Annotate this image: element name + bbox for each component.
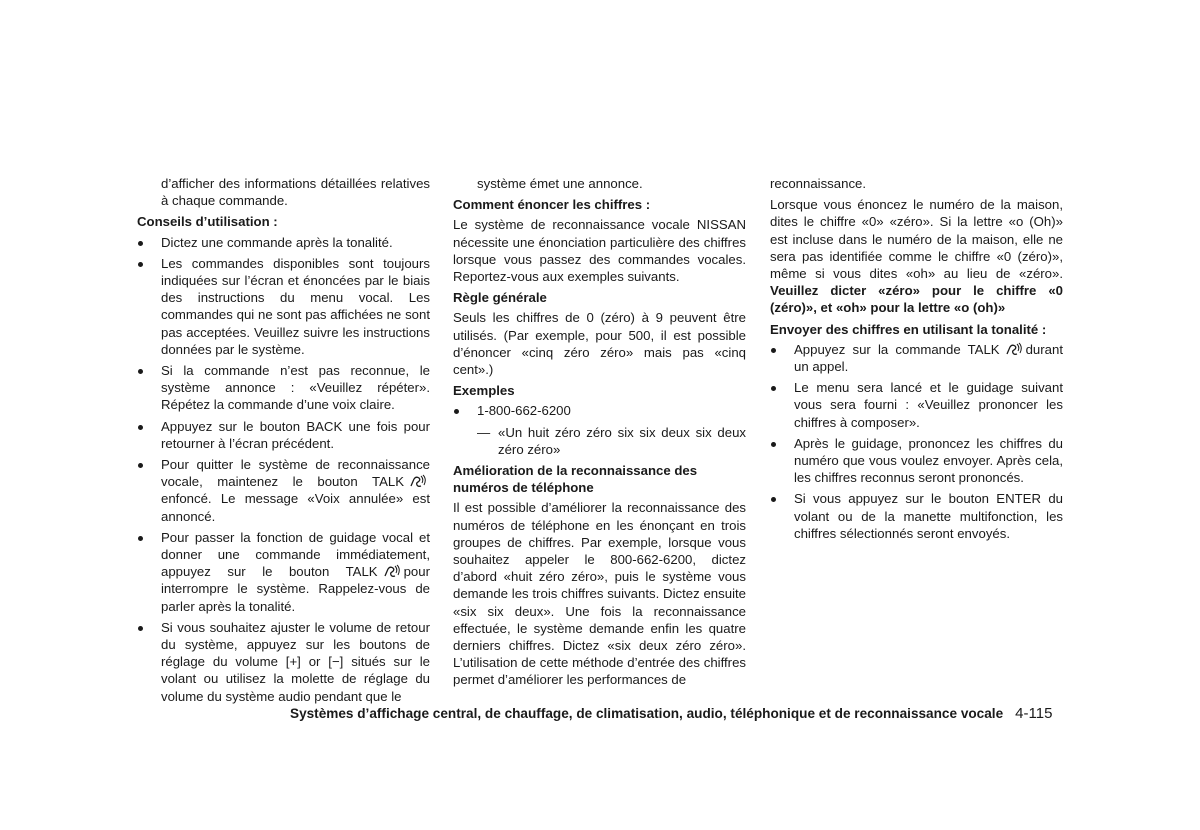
exemples-list bbox=[453, 402, 746, 419]
column-left bbox=[137, 175, 430, 709]
bullet-icon bbox=[138, 241, 143, 246]
list-item: 1-800-662-6200 bbox=[453, 402, 746, 419]
list-item: Pour quitter le système de reconnaissance vocale, maintenez le bouton TALKenfoncé. Le message «Voix annulée» est annoncé. bbox=[137, 456, 430, 525]
column-right bbox=[770, 175, 1063, 546]
exemples-heading: Exemples bbox=[453, 383, 515, 399]
list-item: Si la commande n’est pas reconnue, le système annonce : «Veuillez répéter». Répétez la commande d’une voix claire. bbox=[137, 362, 430, 414]
regle-paragraph: Seuls les chiffres de 0 (zéro) à 9 peuvent être utilisés. (Par exemple, pour 500, il est possible d’énoncer «cinq zéro zéro» mais pas «cinq cent».) bbox=[453, 310, 746, 378]
bullet-icon bbox=[138, 536, 143, 541]
envoyer-heading: Envoyer des chiffres en utilisant la tonalité : bbox=[770, 321, 1047, 337]
example-spoken: — «Un huit zéro zéro six six deux six deux zéro zéro» bbox=[477, 424, 746, 457]
bullet-icon bbox=[771, 497, 776, 502]
bullet-icon bbox=[138, 369, 143, 374]
talk-voice-icon bbox=[408, 474, 426, 488]
bullet-icon bbox=[454, 409, 459, 414]
talk-voice-icon bbox=[1004, 342, 1022, 356]
amelioration-heading: Amélioration de la reconnaissance des numéros de téléphone bbox=[453, 463, 698, 496]
maison-paragraph: Lorsque vous énoncez le numéro de la maison, dites le chiffre «0» «zéro». Si la lettre «o (Oh)» est incluse dans le numéro de la maison, elle ne sera pas identifiée comme le chiffre «0 (zéro)», même si vous dites «oh» au lieu de «zéro». Veuillez dicter «zéro» pour le chiffre «0 (zéro)», et «oh» pour la lettre «o (oh)» bbox=[770, 197, 1063, 316]
bullet-icon bbox=[138, 626, 143, 631]
regle-heading: Règle générale bbox=[453, 290, 547, 306]
page-number: 4-115 bbox=[1015, 705, 1053, 722]
bullet-icon bbox=[138, 463, 143, 468]
dash-marker: — bbox=[477, 424, 491, 440]
enoncer-heading: Comment énoncer les chiffres : bbox=[453, 197, 651, 213]
envoyer-list bbox=[770, 341, 1063, 542]
intro-continuation: d’afficher des informations détaillées relatives à chaque commande. bbox=[161, 176, 430, 209]
bullet-icon bbox=[771, 348, 776, 353]
list-item: Appuyez sur le bouton BACK une fois pour retourner à l’écran précédent. bbox=[137, 418, 430, 452]
talk-voice-icon bbox=[382, 564, 400, 578]
bullet-icon bbox=[138, 262, 143, 267]
enoncer-paragraph: Le système de reconnaissance vocale NISSAN nécessite une énonciation particulière des chiffres lorsque vous passez des commandes vocales. Reportez-vous aux exemples suivants. bbox=[453, 217, 746, 285]
bullet-icon bbox=[138, 425, 143, 430]
list-item: Appuyez sur la commande TALK durant un appel. bbox=[770, 341, 1063, 375]
bullet-icon bbox=[771, 386, 776, 391]
list-item: Si vous souhaitez ajuster le volume de retour du système, appuyez sur les boutons de réglage du volume [+] or [−] situés sur le volant ou utilisez la molette de réglage du volume du système audio pendant que le bbox=[137, 619, 430, 705]
list-item: Dictez une commande après la tonalité. bbox=[137, 234, 430, 251]
list-item: Si vous appuyez sur le bouton ENTER du volant ou de la manette multifonction, les chiffres sélectionnés seront envoyés. bbox=[770, 490, 1063, 542]
list-item: Pour passer la fonction de guidage vocal et donner une commande immédiatement, appuyez sur le bouton TALK pour interrompre le système. Rappelez-vous de parler après la tonalité. bbox=[137, 529, 430, 615]
list-item: Les commandes disponibles sont toujours indiquées sur l’écran et énoncées par le biais des instructions du menu vocal. Les commandes qui ne sont pas affichées ne sont pas acceptées. Veuillez suivre les instructions données par le système. bbox=[137, 255, 430, 358]
column-middle bbox=[453, 175, 746, 693]
amelioration-paragraph: Il est possible d’améliorer la reconnaissance des numéros de téléphone en les énonçant en trois groupes de chiffres. Par exemple, lorsque vous souhaitez appeler le 800-662-6200, dictez d’abord «huit zéro zéro», puis le système vous demande les trois chiffres suivants. Dictez ensuite «six six deux». Une fois la reconnaissance effectuée, le système demande enfin les quatre derniers chiffres. Dictez «six deux zéro zéro». L’utilisation de cette méthode d’entrée des chiffres permet d’améliorer les performances de bbox=[453, 500, 746, 688]
continuation-text: reconnaissance. bbox=[770, 176, 867, 191]
conseils-list bbox=[137, 234, 430, 705]
maison-bold-note: Veuillez dicter «zéro» pour le chiffre «0 (zéro)», et «oh» pour la lettre «o (oh)» bbox=[770, 283, 1063, 316]
footer-title: Systèmes d’affichage central, de chauffage, de climatisation, audio, téléphonique et de reconnaissance vocale bbox=[290, 706, 1004, 721]
list-item: Le menu sera lancé et le guidage suivant vous sera fourni : «Veuillez prononcer les chiffres à composer». bbox=[770, 379, 1063, 431]
page-footer bbox=[290, 705, 1070, 722]
list-item: Après le guidage, prononcez les chiffres du numéro que vous voulez envoyer. Après cela, les chiffres reconnus seront prononcés. bbox=[770, 435, 1063, 487]
conseils-heading: Conseils d’utilisation : bbox=[137, 214, 278, 230]
continuation-text: système émet une annonce. bbox=[477, 176, 643, 191]
bullet-icon bbox=[771, 442, 776, 447]
